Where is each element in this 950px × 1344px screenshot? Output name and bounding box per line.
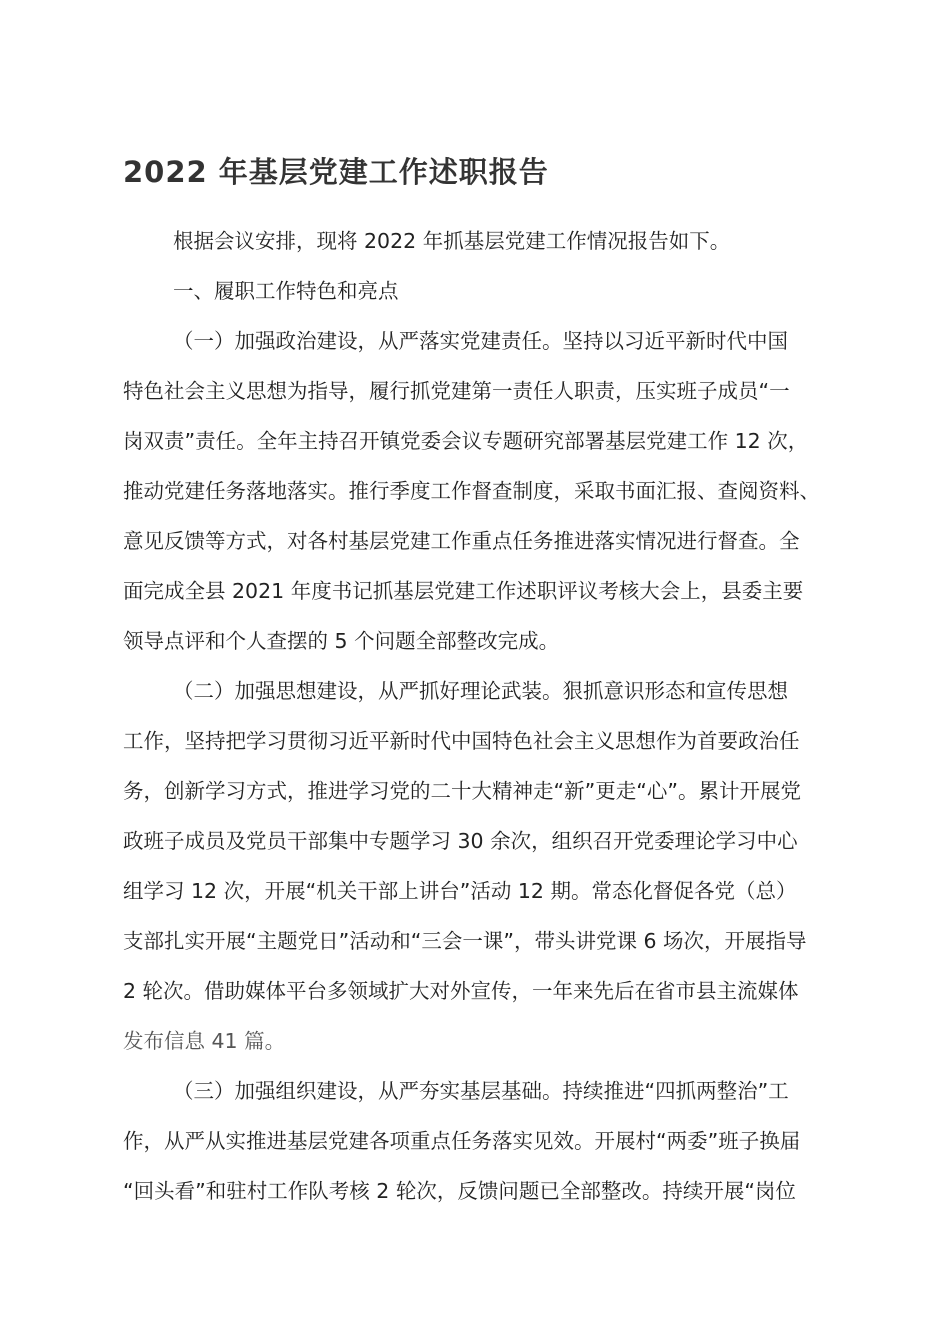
paragraph-line: 面完成全县 2021 年度书记抓基层党建工作述职评议考核大会上，县委主要 [123, 579, 804, 603]
paragraph-line: 务，创新学习方式，推进学习党的二十大精神走“新”更走“心”。累计开展党 [123, 779, 801, 803]
paragraph-line: 领导点评和个人查摆的 5 个问题全部整改完成。 [123, 629, 560, 653]
paragraph-intro: 根据会议安排，现将 2022 年抓基层党建工作情况报告如下。 [173, 229, 731, 253]
paragraph-line: 2 轮次。借助媒体平台多领域扩大对外宣传，一年来先后在省市县主流媒体 [123, 979, 799, 1003]
paragraph-line: 组学习 12 次，开展“机关干部上讲台”活动 12 期。常态化督促各党（总） [123, 879, 797, 903]
paragraph-line: 岗双责”责任。全年主持召开镇党委会议专题研究部署基层党建工作 12 次， [123, 429, 809, 453]
paragraph-line: 特色社会主义思想为指导，履行抓党建第一责任人职责，压实班子成员“一 [123, 379, 790, 403]
section-heading: 一、履职工作特色和亮点 [173, 279, 399, 303]
paragraph-line: “回头看”和驻村工作队考核 2 轮次，反馈问题已全部整改。持续开展“岗位 [123, 1179, 796, 1203]
paragraph-line: （二）加强思想建设，从严抓好理论武装。狠抓意识形态和宣传思想 [173, 679, 788, 703]
paragraph-line: （三）加强组织建设，从严夯实基层基础。持续推进“四抓两整治”工 [173, 1079, 789, 1103]
paragraph-line: 作，从严从实推进基层党建各项重点任务落实见效。开展村“两委”班子换届 [123, 1129, 801, 1153]
paragraph-line: 发布信息 41 篇。 [123, 1029, 286, 1053]
paragraph-line: 支部扎实开展“主题党日”活动和“三会一课”，带头讲党课 6 场次，开展指导 [123, 929, 807, 953]
paragraph-line: 政班子成员及党员干部集中专题学习 30 余次，组织召开党委理论学习中心 [123, 829, 798, 853]
paragraph-line: （一）加强政治建设，从严落实党建责任。坚持以习近平新时代中国 [173, 329, 788, 353]
paragraph-line: 意见反馈等方式，对各村基层党建工作重点任务推进落实情况进行督查。全 [123, 529, 800, 553]
paragraph-line: 工作，坚持把学习贯彻习近平新时代中国特色社会主义思想作为首要政治任 [123, 729, 800, 753]
document-title: 2022 年基层党建工作述职报告 [123, 155, 549, 189]
paragraph-line: 推动党建任务落地落实。推行季度工作督查制度，采取书面汇报、查阅资料、 [123, 479, 820, 503]
